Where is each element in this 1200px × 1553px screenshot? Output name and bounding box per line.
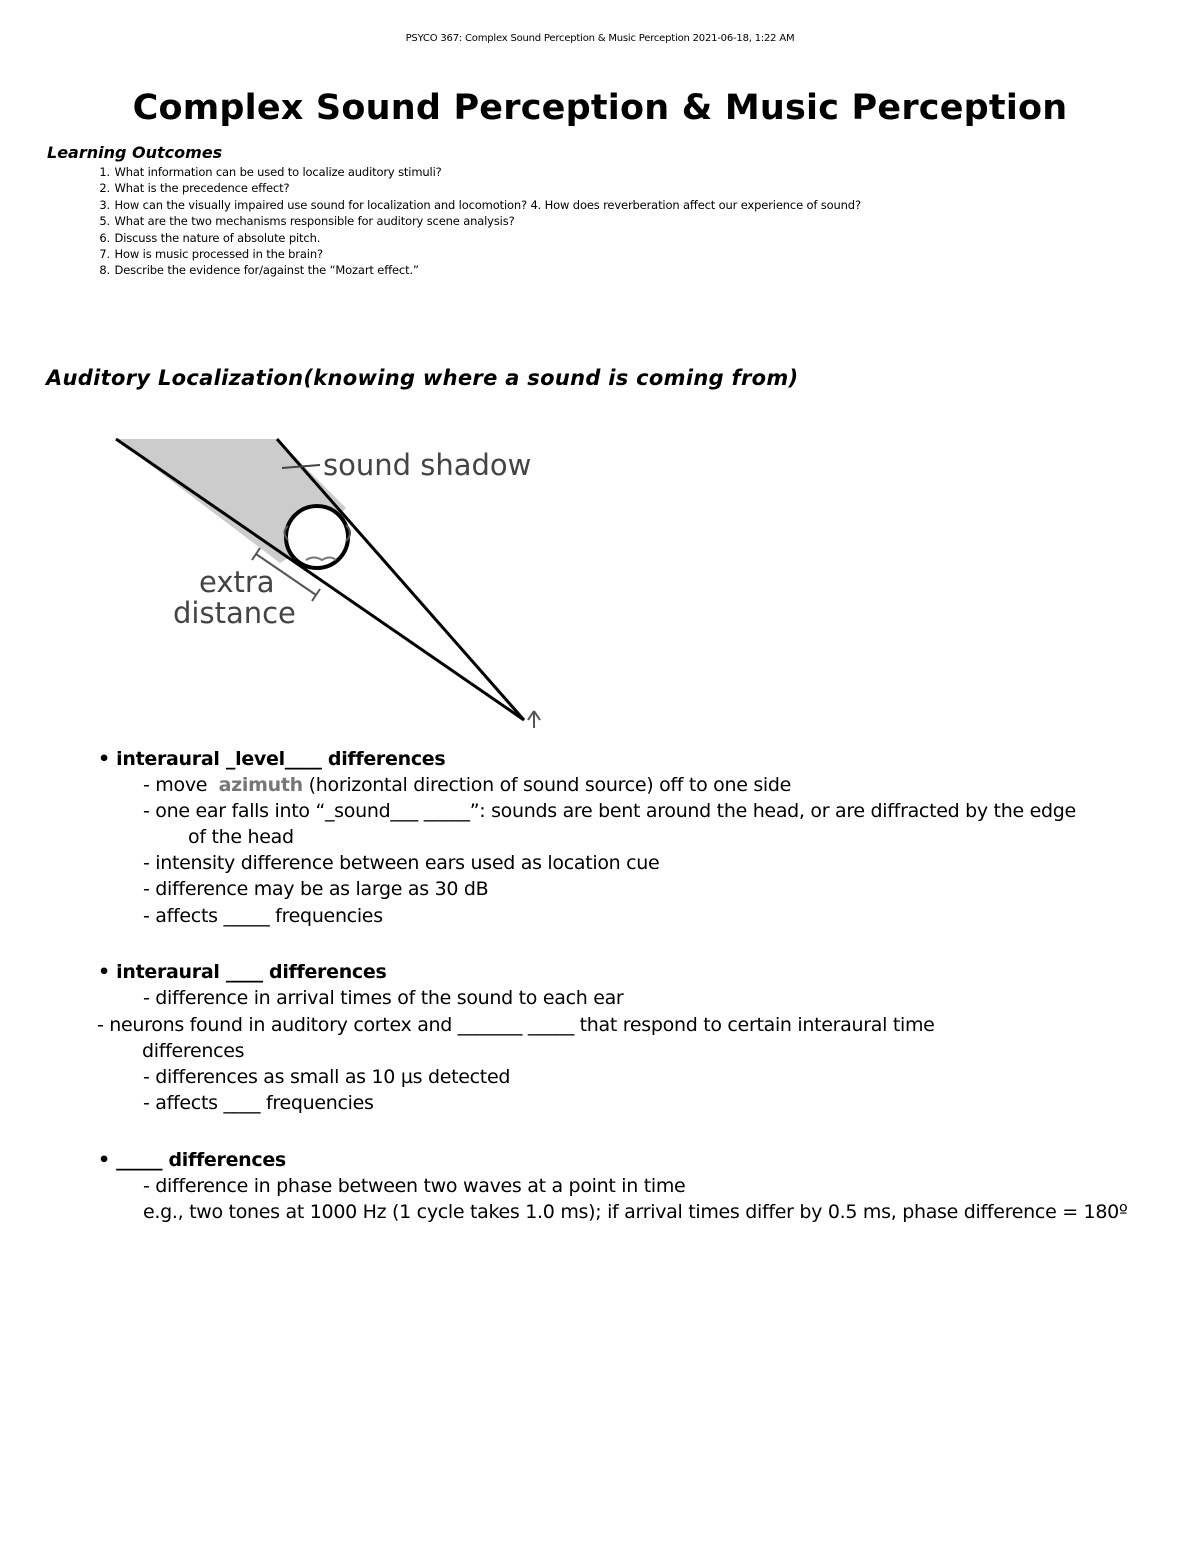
ild-30db-line: - difference may be as large as 30 dB [143,878,489,900]
document-title: Complex Sound Perception & Music Perception [132,88,1068,128]
outcome-item [0,213,861,229]
outcome-number: 2. [99,181,110,196]
distance-label: distance [173,596,296,630]
outcome-text: What is the precedence effect? [114,181,290,196]
ipd-phase-line: - difference in phase between two waves at a point in time [143,1175,686,1197]
outcome-text: Describe the evidence for/against the “Mozart effect.” [114,263,419,278]
ild-sound-shadow-line: - one ear falls into “_sound___ _____”: sounds are bent around the head, or are diffracted by the edge [143,800,1076,822]
outcome-item [0,246,861,262]
outcome-text: What are the two mechanisms responsible for auditory scene analysis? [114,214,515,229]
outcome-item [0,197,861,213]
itd-frequencies-line: - affects ____ frequencies [143,1092,374,1114]
itd-arrival-line: - difference in arrival times of the sound to each ear [143,987,624,1009]
ild-intensity-line: - intensity difference between ears used as location cue [143,852,660,874]
outcome-item [0,230,861,246]
itd-neurons-cont: differences [142,1040,245,1062]
learning-outcomes-list [0,164,861,279]
itd-neurons-line: - neurons found in auditory cortex and _______ _____ that respond to certain interaural time [97,1014,935,1036]
outcome-item [0,262,861,278]
learning-outcomes-heading: Learning Outcomes [47,143,223,162]
outcome-text: Discuss the nature of absolute pitch. [114,230,321,245]
outcome-item [0,164,861,180]
outcome-number: 5. [99,214,110,229]
sound-shadow-label: sound shadow [323,448,532,482]
outcome-text: How is music processed in the brain? [114,247,323,262]
ipd-example-line: e.g., two tones at 1000 Hz (1 cycle takes 1.0 ms); if arrival times differ by 0.5 ms, phase difference = 180º [143,1201,1128,1223]
extra-label: extra [199,565,275,599]
itd-10us-line: - differences as small as 10 µs detected [143,1066,511,1088]
azimuth-term: azimuth [218,774,303,796]
outcome-number: 6. [99,230,110,245]
section-heading-auditory-localization: Auditory Localization(knowing where a sound is coming from) [46,366,799,390]
ild-azimuth-pre: - move [143,774,208,796]
ild-frequencies-line: - affects _____ frequencies [143,905,383,927]
outcome-text: What information can be used to localize auditory stimuli? [114,165,442,179]
running-header: PSYCO 367: Complex Sound Perception & Music Perception 2021-06-18, 1:22 AM [405,33,795,44]
ild-azimuth-post: (horizontal direction of sound source) off to one side [308,774,792,796]
bracket-end-bottom [312,589,320,601]
outcome-item [0,180,861,196]
ild-heading: • interaural _level____ differences [98,748,446,770]
ild-sound-shadow-cont: of the head [188,826,294,848]
ild-azimuth-line [143,772,791,798]
sound-shadow-diagram [110,432,560,742]
outcome-number: 1. [99,165,110,179]
sound-source-icon [528,711,540,728]
outcome-text: How can the visually impaired use sound for localization and locomotion? 4. How does reverberation affect our experience of sound? [114,197,861,212]
ipd-heading: • _____ differences [98,1149,286,1171]
outcome-number: 7. [99,247,110,262]
bracket-end-top [252,548,260,560]
outcome-number: 8. [99,263,110,278]
itd-heading: • interaural ____ differences [98,961,387,983]
outcome-number: 3. [99,197,110,212]
